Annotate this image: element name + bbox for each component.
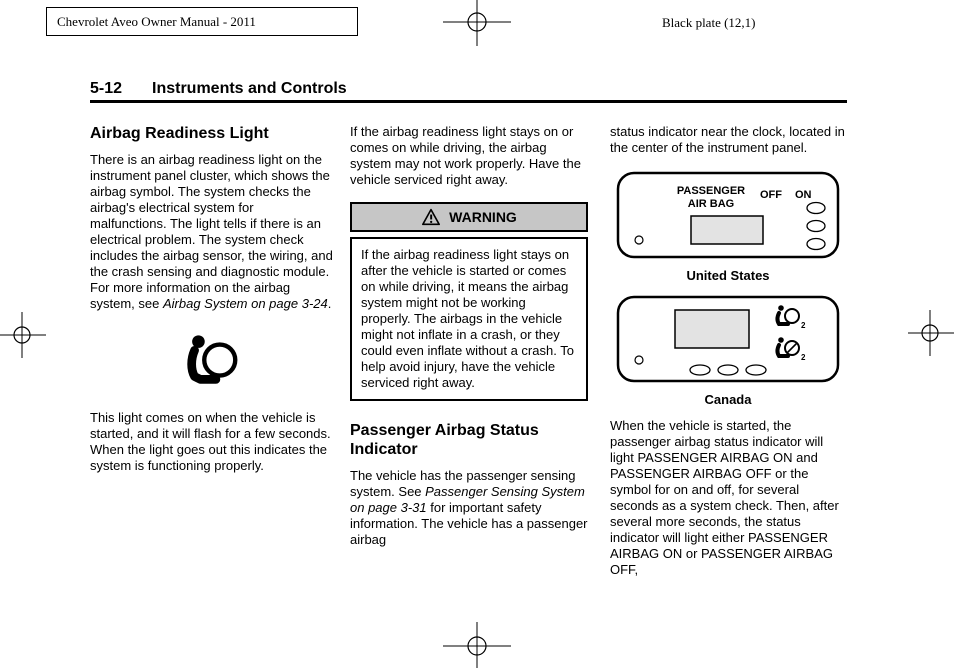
svg-text:2: 2 bbox=[801, 321, 806, 330]
plate-info: Black plate (12,1) bbox=[662, 15, 756, 30]
canada-indicator-figure bbox=[610, 294, 846, 408]
paragraph-light-stays-on: If the airbag readiness light stays on or comes on while driving, the airbag system may not work properly. Have the vehicle serviced right away. bbox=[350, 124, 581, 187]
warning-body-text: If the airbag readiness light stays on after the vehicle is started or comes on while driving, it means the airbag system might not be working properly. The airbags in the vehicle might not inflate in a crash, or they could even inflate without a crash. To help avoid injury, have the vehicle serviced right away. bbox=[350, 237, 588, 401]
canada-indicator-panel-image bbox=[615, 294, 841, 384]
doc-title: Chevrolet Aveo Owner Manual - 2011 bbox=[57, 13, 256, 29]
svg-text:2: 2 bbox=[801, 353, 806, 362]
panel-button bbox=[807, 203, 825, 214]
warning-title-text: WARNING bbox=[449, 209, 517, 225]
paragraph-system-check: When the vehicle is started, the passenger airbag status indicator will light PASSENGER AIRBAG ON and PASSENGER AIRBAG OFF or the symbol for on and off, for several seconds as a system check. Then, after several more seconds, the status indicator will light either PASSENGER AIRBAG ON or PASSENGER AIRBAG OFF, bbox=[610, 418, 839, 577]
page-header bbox=[90, 80, 347, 98]
cross-reference-passenger-sensing: Passenger Sensing System on page 3-31 bbox=[350, 484, 585, 515]
airbag-readiness-symbol-figure bbox=[90, 330, 333, 396]
figure-caption-united-states: United States bbox=[686, 268, 770, 283]
us-indicator-panel-image bbox=[615, 170, 841, 260]
registration-mark-top bbox=[437, 0, 517, 46]
heading-airbag-readiness-light: Airbag Readiness Light bbox=[90, 125, 269, 142]
panel-button bbox=[807, 239, 825, 250]
registration-mark-left bbox=[0, 312, 46, 358]
paragraph-text: There is an airbag readiness light on the instrument panel cluster, which shows the airbag symbol. The system checks the airbag's electrical system for malfunctions. The light tells if there is an electrical problem. The system check includes the airbag sensor, the wiring, and the crash sensing and diagnostic module. For more information on the airbag system, see bbox=[90, 152, 333, 311]
us-panel-label-on: ON bbox=[795, 189, 812, 201]
section-title: Instruments and Controls bbox=[152, 80, 347, 97]
warning-header bbox=[350, 202, 588, 232]
paragraph-text: . bbox=[327, 296, 332, 311]
paragraph-status-indicator-location: status indicator near the clock, located in the center of the instrument panel. bbox=[610, 124, 845, 155]
column-middle bbox=[350, 124, 588, 562]
paragraph-light-comes-on: This light comes on when the vehicle is started, and it will flash for a few seconds. When the light goes out this indicates the system is functioning properly. bbox=[90, 410, 331, 473]
doc-title-box bbox=[46, 7, 358, 36]
header-rule bbox=[90, 100, 847, 103]
panel-button bbox=[690, 365, 710, 375]
paragraph-passenger-sensing bbox=[350, 468, 588, 548]
us-panel-label-airbag: AIR BAG bbox=[687, 198, 735, 210]
us-indicator-figure bbox=[610, 170, 846, 284]
column-left bbox=[90, 124, 333, 488]
panel-button bbox=[718, 365, 738, 375]
paragraph-text: for important safety information. The vehicle has a passenger airbag bbox=[350, 500, 588, 547]
panel-button bbox=[746, 365, 766, 375]
cross-reference-airbag-system: Airbag System on page 3-24 bbox=[162, 296, 328, 311]
paragraph-text: The vehicle has the passenger sensing system. See bbox=[350, 468, 576, 499]
paragraph-airbag-readiness-intro bbox=[90, 152, 333, 312]
figure-caption-canada: Canada bbox=[704, 392, 752, 407]
canada-panel-display bbox=[675, 310, 749, 348]
panel-button bbox=[807, 221, 825, 232]
heading-passenger-airbag-status: Passenger Airbag Status Indicator bbox=[350, 422, 539, 458]
registration-mark-right bbox=[908, 310, 954, 356]
registration-mark-bottom bbox=[437, 622, 517, 668]
us-panel-label-off: OFF bbox=[760, 189, 782, 201]
warning-triangle-icon bbox=[421, 208, 441, 226]
us-panel-display bbox=[691, 216, 763, 244]
warning-box bbox=[350, 202, 588, 401]
page-number: 5-12 bbox=[90, 80, 123, 97]
us-panel-label-passenger: PASSENGER bbox=[676, 185, 746, 197]
airbag-readiness-icon bbox=[181, 330, 243, 392]
column-right bbox=[610, 124, 846, 592]
